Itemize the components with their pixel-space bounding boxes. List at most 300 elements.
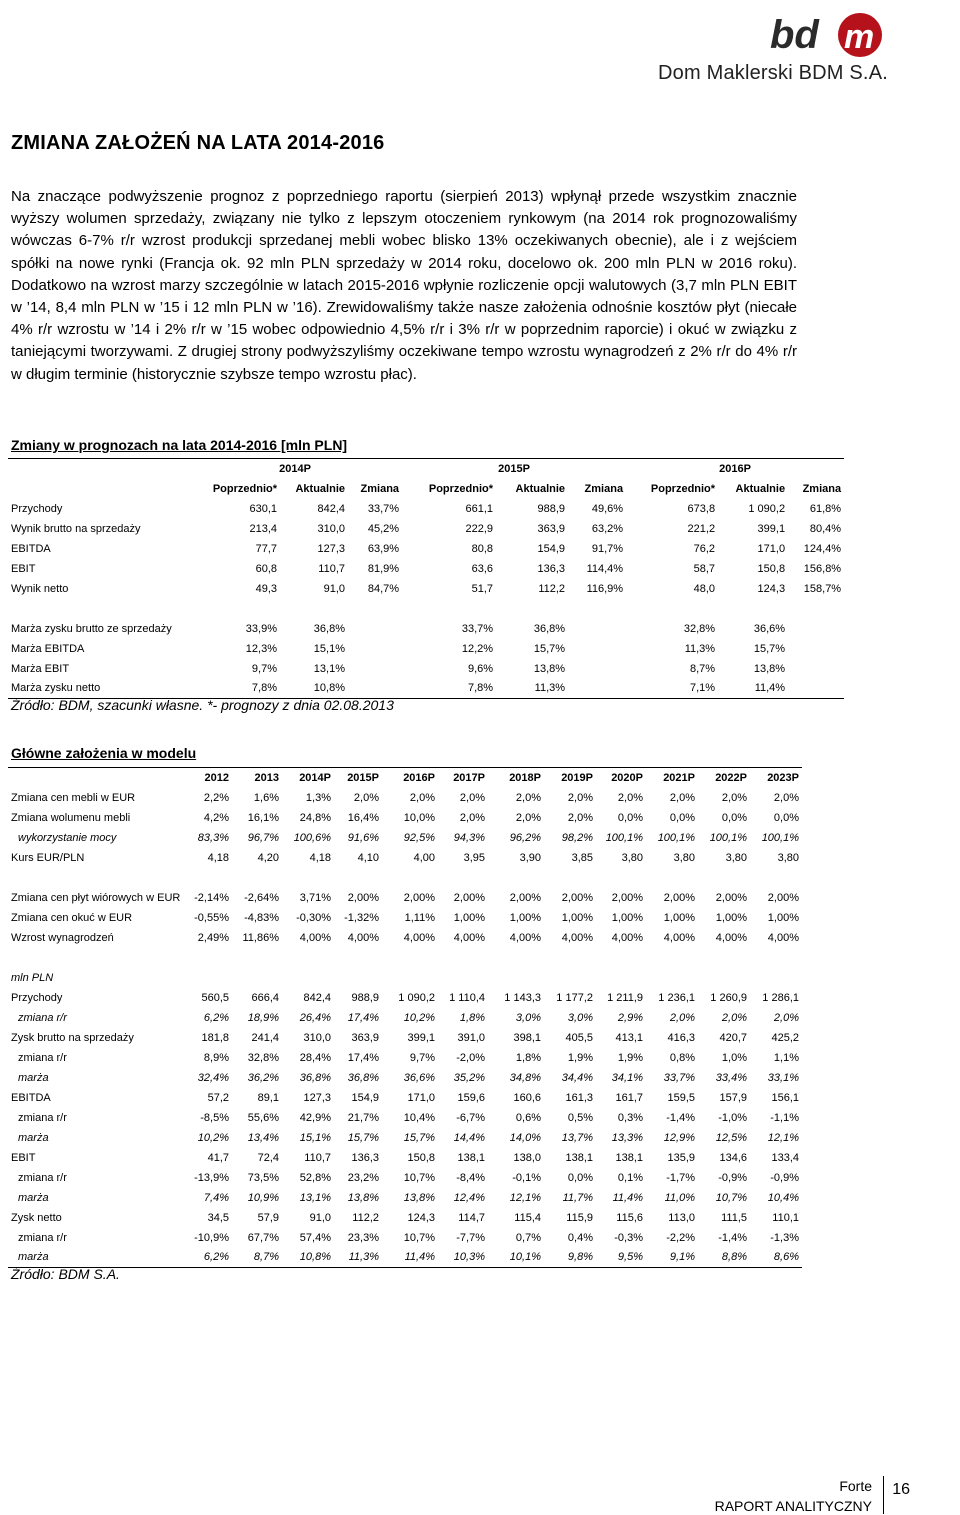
- table1-cell: [788, 679, 844, 699]
- table2-cell: 10,7%: [715, 1191, 747, 1204]
- table2-cell: 1,8%: [515, 1051, 541, 1064]
- table2-cell: 52,8%: [299, 1171, 331, 1184]
- table2-row: [8, 1108, 802, 1128]
- table2-cell: 135,9: [667, 1151, 695, 1164]
- table1-cell: 48,0: [693, 582, 716, 595]
- table2-cell: 241,4: [251, 1031, 279, 1044]
- page-number: 16: [892, 1481, 910, 1498]
- table2-cell: 13,4%: [247, 1131, 279, 1144]
- table2-cell: 171,0: [407, 1091, 435, 1104]
- table2-cell: 1 211,9: [607, 991, 643, 1004]
- table1-subheader: Zmiana: [360, 482, 400, 495]
- table1-cell: [568, 639, 626, 659]
- table2-cell: 6,2%: [203, 1251, 229, 1264]
- company-name: Dom Maklerski BDM S.A.: [658, 62, 888, 84]
- table2-year-header: 2016P: [403, 771, 435, 784]
- table2-cell: 0,4%: [567, 1231, 593, 1244]
- table2-cell: 2,9%: [617, 1011, 643, 1024]
- table2-row: [8, 1168, 802, 1188]
- table2-cell: 36,2%: [247, 1071, 279, 1084]
- table2-cell: 16,1%: [247, 811, 279, 824]
- table2-cell: 13,3%: [611, 1131, 643, 1144]
- table2-cell: 4,00%: [453, 931, 485, 944]
- table2-cell: -0,9%: [718, 1171, 747, 1184]
- table1-cell: 7,1%: [689, 682, 716, 695]
- table2-year-header: 2013: [254, 771, 279, 784]
- table2-cell: 9,7%: [409, 1051, 435, 1064]
- table2-cell: 0,0%: [567, 1171, 593, 1184]
- table2-cell: 1,3%: [305, 791, 331, 804]
- table2-row: [8, 1148, 802, 1168]
- table2-cell: 1,9%: [567, 1051, 593, 1064]
- table2-cell: -0,9%: [770, 1171, 799, 1184]
- table2-cell: 36,8%: [299, 1071, 331, 1084]
- model-assumptions-table: [8, 767, 802, 1268]
- table2-cell: 0,7%: [515, 1231, 541, 1244]
- table2-cell: 15,7%: [403, 1131, 435, 1144]
- table2-row: [8, 908, 802, 928]
- table1-row-label: Przychody: [11, 502, 63, 515]
- table2-cell: 100,1%: [657, 831, 695, 844]
- table2-cell: 4,00%: [767, 931, 799, 944]
- table2-cell: 10,2%: [197, 1131, 229, 1144]
- table1-cell: 363,9: [537, 522, 566, 535]
- table1-cell: 63,6: [471, 562, 494, 575]
- intro-paragraph: [11, 186, 797, 386]
- table2-cell: 2,0%: [459, 811, 485, 824]
- table2-cell: 32,4%: [197, 1071, 229, 1084]
- table2-cell: 4,00%: [611, 931, 643, 944]
- table1-subheader: Zmiana: [584, 482, 624, 495]
- table1-cell: 13,1%: [313, 662, 345, 675]
- table2-cell: 2,0%: [669, 1011, 695, 1024]
- table2-cell: 4,00%: [509, 931, 541, 944]
- table2-cell: 12,4%: [453, 1191, 485, 1204]
- table1-cell: 158,7%: [803, 582, 842, 595]
- table2-cell: -1,1%: [770, 1111, 799, 1124]
- table2-year-header: 2023P: [767, 771, 799, 784]
- table1-cell: 221,2: [687, 522, 716, 535]
- table2-cell: 0,0%: [773, 811, 799, 824]
- table2-title: Główne założenia w modelu: [11, 745, 197, 761]
- table1-cell: [348, 639, 402, 659]
- table2-cell: 96,2%: [509, 831, 541, 844]
- table2-cell: 100,1%: [709, 831, 747, 844]
- table2-cell: 3,80: [777, 851, 799, 864]
- table2-cell: 13,8%: [403, 1191, 435, 1204]
- table2-cell: 10,7%: [403, 1171, 435, 1184]
- table2-cell: 666,4: [251, 991, 279, 1004]
- table2-cell: 23,3%: [347, 1231, 379, 1244]
- table2-cell: 11,7%: [562, 1191, 593, 1204]
- forecast-changes-table: [8, 458, 844, 699]
- page-title: ZMIANA ZAŁOŻEŃ NA LATA 2014-2016: [11, 132, 385, 154]
- table2-cell: 94,3%: [453, 831, 485, 844]
- table2-cell: 12,1%: [767, 1131, 799, 1144]
- table2-cell: -2,2%: [666, 1231, 695, 1244]
- table2-cell: 2,0%: [721, 791, 747, 804]
- table2-cell: 24,8%: [299, 811, 331, 824]
- table2-cell: 8,6%: [773, 1251, 799, 1264]
- table2-cell: 1 236,1: [658, 991, 695, 1004]
- table1-cell: 114,4%: [586, 562, 624, 575]
- table2-cell: 73,5%: [247, 1171, 279, 1184]
- table2-year-header: 2020P: [611, 771, 643, 784]
- table2-cell: 4,00%: [403, 931, 435, 944]
- table2-cell: 159,5: [667, 1091, 695, 1104]
- table2-cell: 100,6%: [293, 831, 331, 844]
- table2-cell: 2,49%: [197, 931, 229, 944]
- table2-cell: 34,4%: [561, 1071, 593, 1084]
- table2-cell: 67,7%: [247, 1231, 279, 1244]
- table1-row: [8, 519, 844, 539]
- table1-cell: 150,8: [757, 562, 786, 575]
- table2-row-label: wykorzystanie mocy: [18, 831, 117, 844]
- table2-cell: 1,6%: [253, 791, 279, 804]
- table2-unit-filler: [184, 968, 802, 988]
- page-footer: [700, 1476, 920, 1515]
- table2-cell: 89,1: [257, 1091, 279, 1104]
- table2-cell: 8,7%: [253, 1251, 279, 1264]
- table2-cell: 405,5: [565, 1031, 593, 1044]
- table2-row: [8, 1028, 802, 1048]
- table2-cell: -4,83%: [244, 911, 279, 924]
- table2-year-header: 2018P: [509, 771, 541, 784]
- table2-year-header: 2015P: [347, 771, 379, 784]
- table1-cell: 116,9%: [586, 582, 624, 595]
- table2-row-label: zmiana r/r: [18, 1051, 67, 1064]
- table1-cell: 110,7: [318, 562, 345, 575]
- table2-cell: 4,00%: [715, 931, 747, 944]
- table2-cell: 2,0%: [409, 791, 435, 804]
- table2-cell: 1,9%: [617, 1051, 643, 1064]
- table1-cell: [568, 619, 626, 639]
- table1-cell: 213,4: [249, 522, 277, 535]
- table2-cell: 15,7%: [347, 1131, 379, 1144]
- table2-cell: 10,0%: [403, 811, 435, 824]
- table2-cell: 111,5: [721, 1211, 747, 1224]
- table2-cell: 1,00%: [611, 911, 643, 924]
- table1-cell: 49,6%: [591, 502, 624, 515]
- table2-cell: -6,7%: [456, 1111, 485, 1124]
- table2-row: [8, 1008, 802, 1028]
- table2-cell: 560,5: [201, 991, 229, 1004]
- table1-cell: 399,1: [757, 522, 786, 535]
- table1-cell: 11,4%: [754, 682, 786, 695]
- table1-cell: 63,2%: [591, 522, 624, 535]
- table2-cell: 16,4%: [347, 811, 379, 824]
- table1-cell: 60,8: [255, 562, 277, 575]
- table2-cell: 13,8%: [347, 1191, 379, 1204]
- table1-subheader: Zmiana: [802, 482, 842, 495]
- table2-cell: 26,4%: [299, 1011, 331, 1024]
- table1-cell: [348, 679, 402, 699]
- table1-cell: 33,9%: [245, 622, 277, 635]
- table2-cell: 28,4%: [299, 1051, 331, 1064]
- table2-cell: 11,3%: [348, 1251, 379, 1264]
- table2-cell: 842,4: [303, 991, 331, 1004]
- table2-unit-row: [8, 968, 802, 988]
- table2-row-label: marża: [18, 1191, 49, 1204]
- table2-cell: 18,9%: [247, 1011, 279, 1024]
- table1-row-label: Wynik netto: [11, 582, 69, 595]
- table2-cell: -1,32%: [344, 911, 379, 924]
- table2-cell: 2,0%: [515, 811, 541, 824]
- table1-cell: 13,8%: [753, 662, 786, 675]
- table1-cell: 842,4: [317, 502, 345, 515]
- table2-cell: 33,7%: [663, 1071, 695, 1084]
- table2-cell: 150,8: [407, 1151, 435, 1164]
- table2-cell: 36,8%: [347, 1071, 379, 1084]
- table2-cell: 133,4: [771, 1151, 799, 1164]
- table2-cell: 9,1%: [669, 1251, 695, 1264]
- table2-cell: 2,00%: [403, 891, 435, 904]
- table1-subheader: Aktualnie: [515, 482, 566, 495]
- table2-cell: -0,30%: [296, 911, 331, 924]
- table2-row: [8, 1188, 802, 1208]
- table2-cell: 13,1%: [299, 1191, 331, 1204]
- table2-year-header: 2022P: [715, 771, 747, 784]
- table2-cell: 23,2%: [347, 1171, 379, 1184]
- table2-cell: 2,00%: [611, 891, 643, 904]
- table2-cell: 14,0%: [509, 1131, 541, 1144]
- table2-row-label: zmiana r/r: [18, 1231, 67, 1244]
- table2-cell: 1 110,4: [449, 991, 485, 1004]
- table2-cell: 17,4%: [347, 1011, 379, 1024]
- table2-cell: -1,3%: [770, 1231, 799, 1244]
- table2-row-label: Zysk netto: [11, 1211, 62, 1224]
- table2-year-header: 2014P: [299, 771, 331, 784]
- table2-cell: 11,4%: [404, 1251, 435, 1264]
- table2-cell: 34,8%: [509, 1071, 541, 1084]
- table2-cell: 34,1%: [611, 1071, 643, 1084]
- table2-cell: 4,18: [207, 851, 229, 864]
- table2-cell: 399,1: [407, 1031, 435, 1044]
- table1-margin-row: [8, 679, 844, 699]
- table2-cell: 161,3: [565, 1091, 593, 1104]
- table1-source: Źródło: BDM, szacunki własne. *- prognozy z dnia 02.08.2013: [11, 697, 394, 713]
- table2-cell: 6,2%: [203, 1011, 229, 1024]
- table1-spacer-row: [8, 599, 844, 619]
- table2-row: [8, 848, 802, 868]
- bdm-logo-mark: [768, 10, 888, 58]
- table2-cell: 2,00%: [767, 891, 799, 904]
- table1-cell: 171,0: [757, 542, 786, 555]
- footer-company: Forte: [839, 1478, 872, 1494]
- table2-cell: -1,7%: [666, 1171, 695, 1184]
- table2-cell: 112,2: [352, 1211, 379, 1224]
- table1-cell: 12,2%: [461, 642, 494, 655]
- table2-cell: 1,00%: [715, 911, 747, 924]
- table2-cell: 157,9: [719, 1091, 747, 1104]
- table1-subheader: Poprzednio*: [428, 482, 494, 495]
- table2-cell: 57,9: [257, 1211, 279, 1224]
- table1-cell: 49,3: [255, 582, 277, 595]
- table2-cell: -8,4%: [456, 1171, 485, 1184]
- table1-row-label: EBIT: [11, 562, 36, 575]
- table2-cell: 2,00%: [347, 891, 379, 904]
- table2-row-label: Zmiana wolumenu mebli: [11, 811, 131, 824]
- table2-cell: 391,0: [457, 1031, 485, 1044]
- table2-cell: 1 143,3: [504, 991, 541, 1004]
- table2-cell: 7,4%: [203, 1191, 229, 1204]
- table1-cell: 80,8: [471, 542, 494, 555]
- table2-row: [8, 1068, 802, 1088]
- table2-cell: 96,7%: [247, 831, 279, 844]
- table1-cell: 76,2: [693, 542, 716, 555]
- table2-row-label: Kurs EUR/PLN: [11, 851, 85, 864]
- table2-cell: 9,8%: [567, 1251, 593, 1264]
- table2-cell: 3,80: [673, 851, 695, 864]
- table2-row: [8, 808, 802, 828]
- table2-cell: 12,9%: [663, 1131, 695, 1144]
- intro-text: Na znaczące podwyższenie prognoz z poprzedniego raportu (sierpień 2013) wpłynął przede wszystkim znacznie wyższy wolumen sprzedaży, związany nie tylko z lepszym otoczeniem rynkowym (na 2014 rok prognozowaliśmy wówczas 6-7% r/r wzrost produkcji sprzedanej mebli wobec blisko 13% oczekiwanych obecnie), ale i z wejściem spółki na nowe rynki (Francja ok. 92 mln PLN sprzedaży w 2014 roku, docelowo ok. 200 mln PLN w 2016 roku). Dodatkowo na wzrost marzy szczególnie w latach 2015-2016 wpłynie rozliczenie opcji walutowych (3,7 mln PLN EBIT w ’14, 8,4 mln PLN w ’15 i 12 mln PLN w ’16). Zrewidowaliśmy także nasze założenia odnośnie kosztów płyt (niecałe 4% r/r wzrostu w ’14 i 2% r/r w ’15 wobec odpowiednio 4,5% r/r i 3% r/r w poprzednim raporcie) i okuć w związku z taniejącymi tworzywami. Z drugiej strony podwyższyliśmy oczekiwane tempo wzrostu wynagrodzeń z 2% r/r do 4% r/r w długim terminie (historycznie szybsze tempo wzrostu płac).: [11, 188, 797, 383]
- table2-cell: -1,0%: [718, 1111, 747, 1124]
- table1-row: [8, 499, 844, 519]
- table2-cell: 2,0%: [567, 791, 593, 804]
- table1-year-header: 2014P: [279, 462, 311, 475]
- table1-cell: 124,3: [757, 582, 786, 595]
- table2-cell: 181,8: [201, 1031, 229, 1044]
- table2-cell: 15,1%: [299, 1131, 331, 1144]
- table2-cell: 92,5%: [403, 831, 435, 844]
- table2-row-label: Zmiana cen okuć w EUR: [11, 911, 133, 924]
- table2-cell: 115,9: [566, 1211, 593, 1224]
- table2-cell: 10,3%: [453, 1251, 485, 1264]
- table2-row: [8, 1248, 802, 1268]
- table2-cell: 4,00%: [299, 931, 331, 944]
- table1-cell: 13,8%: [533, 662, 566, 675]
- table2-cell: -13,9%: [194, 1171, 229, 1184]
- table1-cell: 84,7%: [367, 582, 400, 595]
- table1-cell: 154,9: [537, 542, 566, 555]
- table2-cell: 1,8%: [459, 1011, 485, 1024]
- footer-divider: [883, 1476, 884, 1514]
- table2-cell: 35,2%: [453, 1071, 485, 1084]
- table2-cell: 98,2%: [561, 831, 593, 844]
- table2-cell: 17,4%: [347, 1051, 379, 1064]
- table1-cell: 63,9%: [367, 542, 400, 555]
- table2-cell: -2,64%: [244, 891, 279, 904]
- table2-cell: -1,4%: [718, 1231, 747, 1244]
- table1-row-label: Wynik brutto na sprzedaży: [11, 522, 141, 535]
- table2-spacer-cell: [8, 948, 802, 968]
- table2-cell: 2,0%: [773, 791, 799, 804]
- table2-cell: 4,00: [413, 851, 435, 864]
- table1-cell: 58,7: [693, 562, 716, 575]
- table2-cell: 10,4%: [767, 1191, 799, 1204]
- table1-cell: [568, 659, 626, 679]
- table2-cell: 0,0%: [617, 811, 643, 824]
- table2-row-label: Przychody: [11, 991, 63, 1004]
- table2-cell: 114,7: [458, 1211, 485, 1224]
- table2-row: [8, 1128, 802, 1148]
- table1-row-label: Marża zysku netto: [11, 682, 101, 695]
- table2-cell: 3,85: [571, 851, 593, 864]
- table2-cell: 8,9%: [203, 1051, 229, 1064]
- table2-cell: 1 090,2: [398, 991, 435, 1004]
- table1-subheader-row: [8, 479, 844, 499]
- table2-cell: 10,9%: [247, 1191, 279, 1204]
- table2-cell: 1 260,9: [710, 991, 747, 1004]
- table1-cell: 136,3: [537, 562, 566, 575]
- table2-cell: 136,3: [351, 1151, 379, 1164]
- svg-text:bd: bd: [770, 13, 819, 57]
- table2-cell: 10,7%: [403, 1231, 435, 1244]
- table1-cell: 112,2: [538, 582, 566, 595]
- table2-year-header: 2017P: [453, 771, 485, 784]
- table2-row: [8, 1048, 802, 1068]
- table2-cell: 100,1%: [605, 831, 643, 844]
- table2-cell: 2,0%: [773, 1011, 799, 1024]
- table2-row: [8, 788, 802, 808]
- table2-cell: 2,0%: [515, 791, 541, 804]
- table1-cell: 36,6%: [753, 622, 786, 635]
- table2-cell: 32,8%: [247, 1051, 279, 1064]
- table2-cell: 1 286,1: [762, 991, 799, 1004]
- table2-year-header: 2012: [204, 771, 229, 784]
- table1-cell: 310,0: [317, 522, 345, 535]
- table2-cell: 4,00%: [347, 931, 379, 944]
- table2-cell: 4,00%: [561, 931, 593, 944]
- table2-cell: 4,10: [357, 851, 379, 864]
- table2-cell: 124,3: [407, 1211, 435, 1224]
- table2-cell: 1,00%: [453, 911, 485, 924]
- table1-cell: 77,7: [255, 542, 277, 555]
- table2-corner-cell: [8, 768, 184, 788]
- table2-cell: 12,1%: [509, 1191, 541, 1204]
- table2-cell: 33,4%: [715, 1071, 747, 1084]
- table2-row-label: zmiana r/r: [18, 1171, 67, 1184]
- table1-row: [8, 539, 844, 559]
- table1-cell: 156,8%: [803, 562, 842, 575]
- footer-report-type: RAPORT ANALITYCZNY: [714, 1498, 872, 1514]
- table2-cell: 14,4%: [453, 1131, 485, 1144]
- table2-cell: 310,0: [303, 1031, 331, 1044]
- table2-row-label: EBITDA: [11, 1091, 51, 1104]
- table2-cell: 21,7%: [347, 1111, 379, 1124]
- table1-margin-row: [8, 639, 844, 659]
- table1-year-header-row: [8, 459, 844, 479]
- table2-cell: 413,1: [615, 1031, 643, 1044]
- table1-row-label: Marża zysku brutto ze sprzedaży: [11, 622, 172, 635]
- table2-row: [8, 988, 802, 1008]
- table2-cell: 115,4: [514, 1211, 541, 1224]
- table2-row-label: zmiana r/r: [18, 1011, 67, 1024]
- table1-spacer-cell: [8, 599, 844, 619]
- table2-cell: 3,80: [621, 851, 643, 864]
- table2-row-label: marża: [18, 1251, 49, 1264]
- table2-cell: 3,80: [725, 851, 747, 864]
- table2-row-label: Zysk brutto na sprzedaży: [11, 1031, 134, 1044]
- table2-cell: 416,3: [667, 1031, 695, 1044]
- svg-text:m: m: [844, 18, 875, 56]
- table2-year-header: 2019P: [561, 771, 593, 784]
- table2-cell: 57,4%: [299, 1231, 331, 1244]
- table2-cell: 127,3: [303, 1091, 331, 1104]
- table2-cell: 154,9: [351, 1091, 379, 1104]
- table2-unit-label: mln PLN: [11, 971, 54, 984]
- table1-cell: 91,7%: [591, 542, 624, 555]
- table2-cell: 42,9%: [299, 1111, 331, 1124]
- table2-cell: 0,6%: [515, 1111, 541, 1124]
- table2-spacer-row: [8, 868, 802, 888]
- table1-cell: 91,0: [323, 582, 345, 595]
- table2-cell: 3,90: [519, 851, 541, 864]
- table1-year-header: 2016P: [719, 462, 751, 475]
- table2-cell: 1,0%: [721, 1051, 747, 1064]
- table2-cell: 1 177,2: [556, 991, 593, 1004]
